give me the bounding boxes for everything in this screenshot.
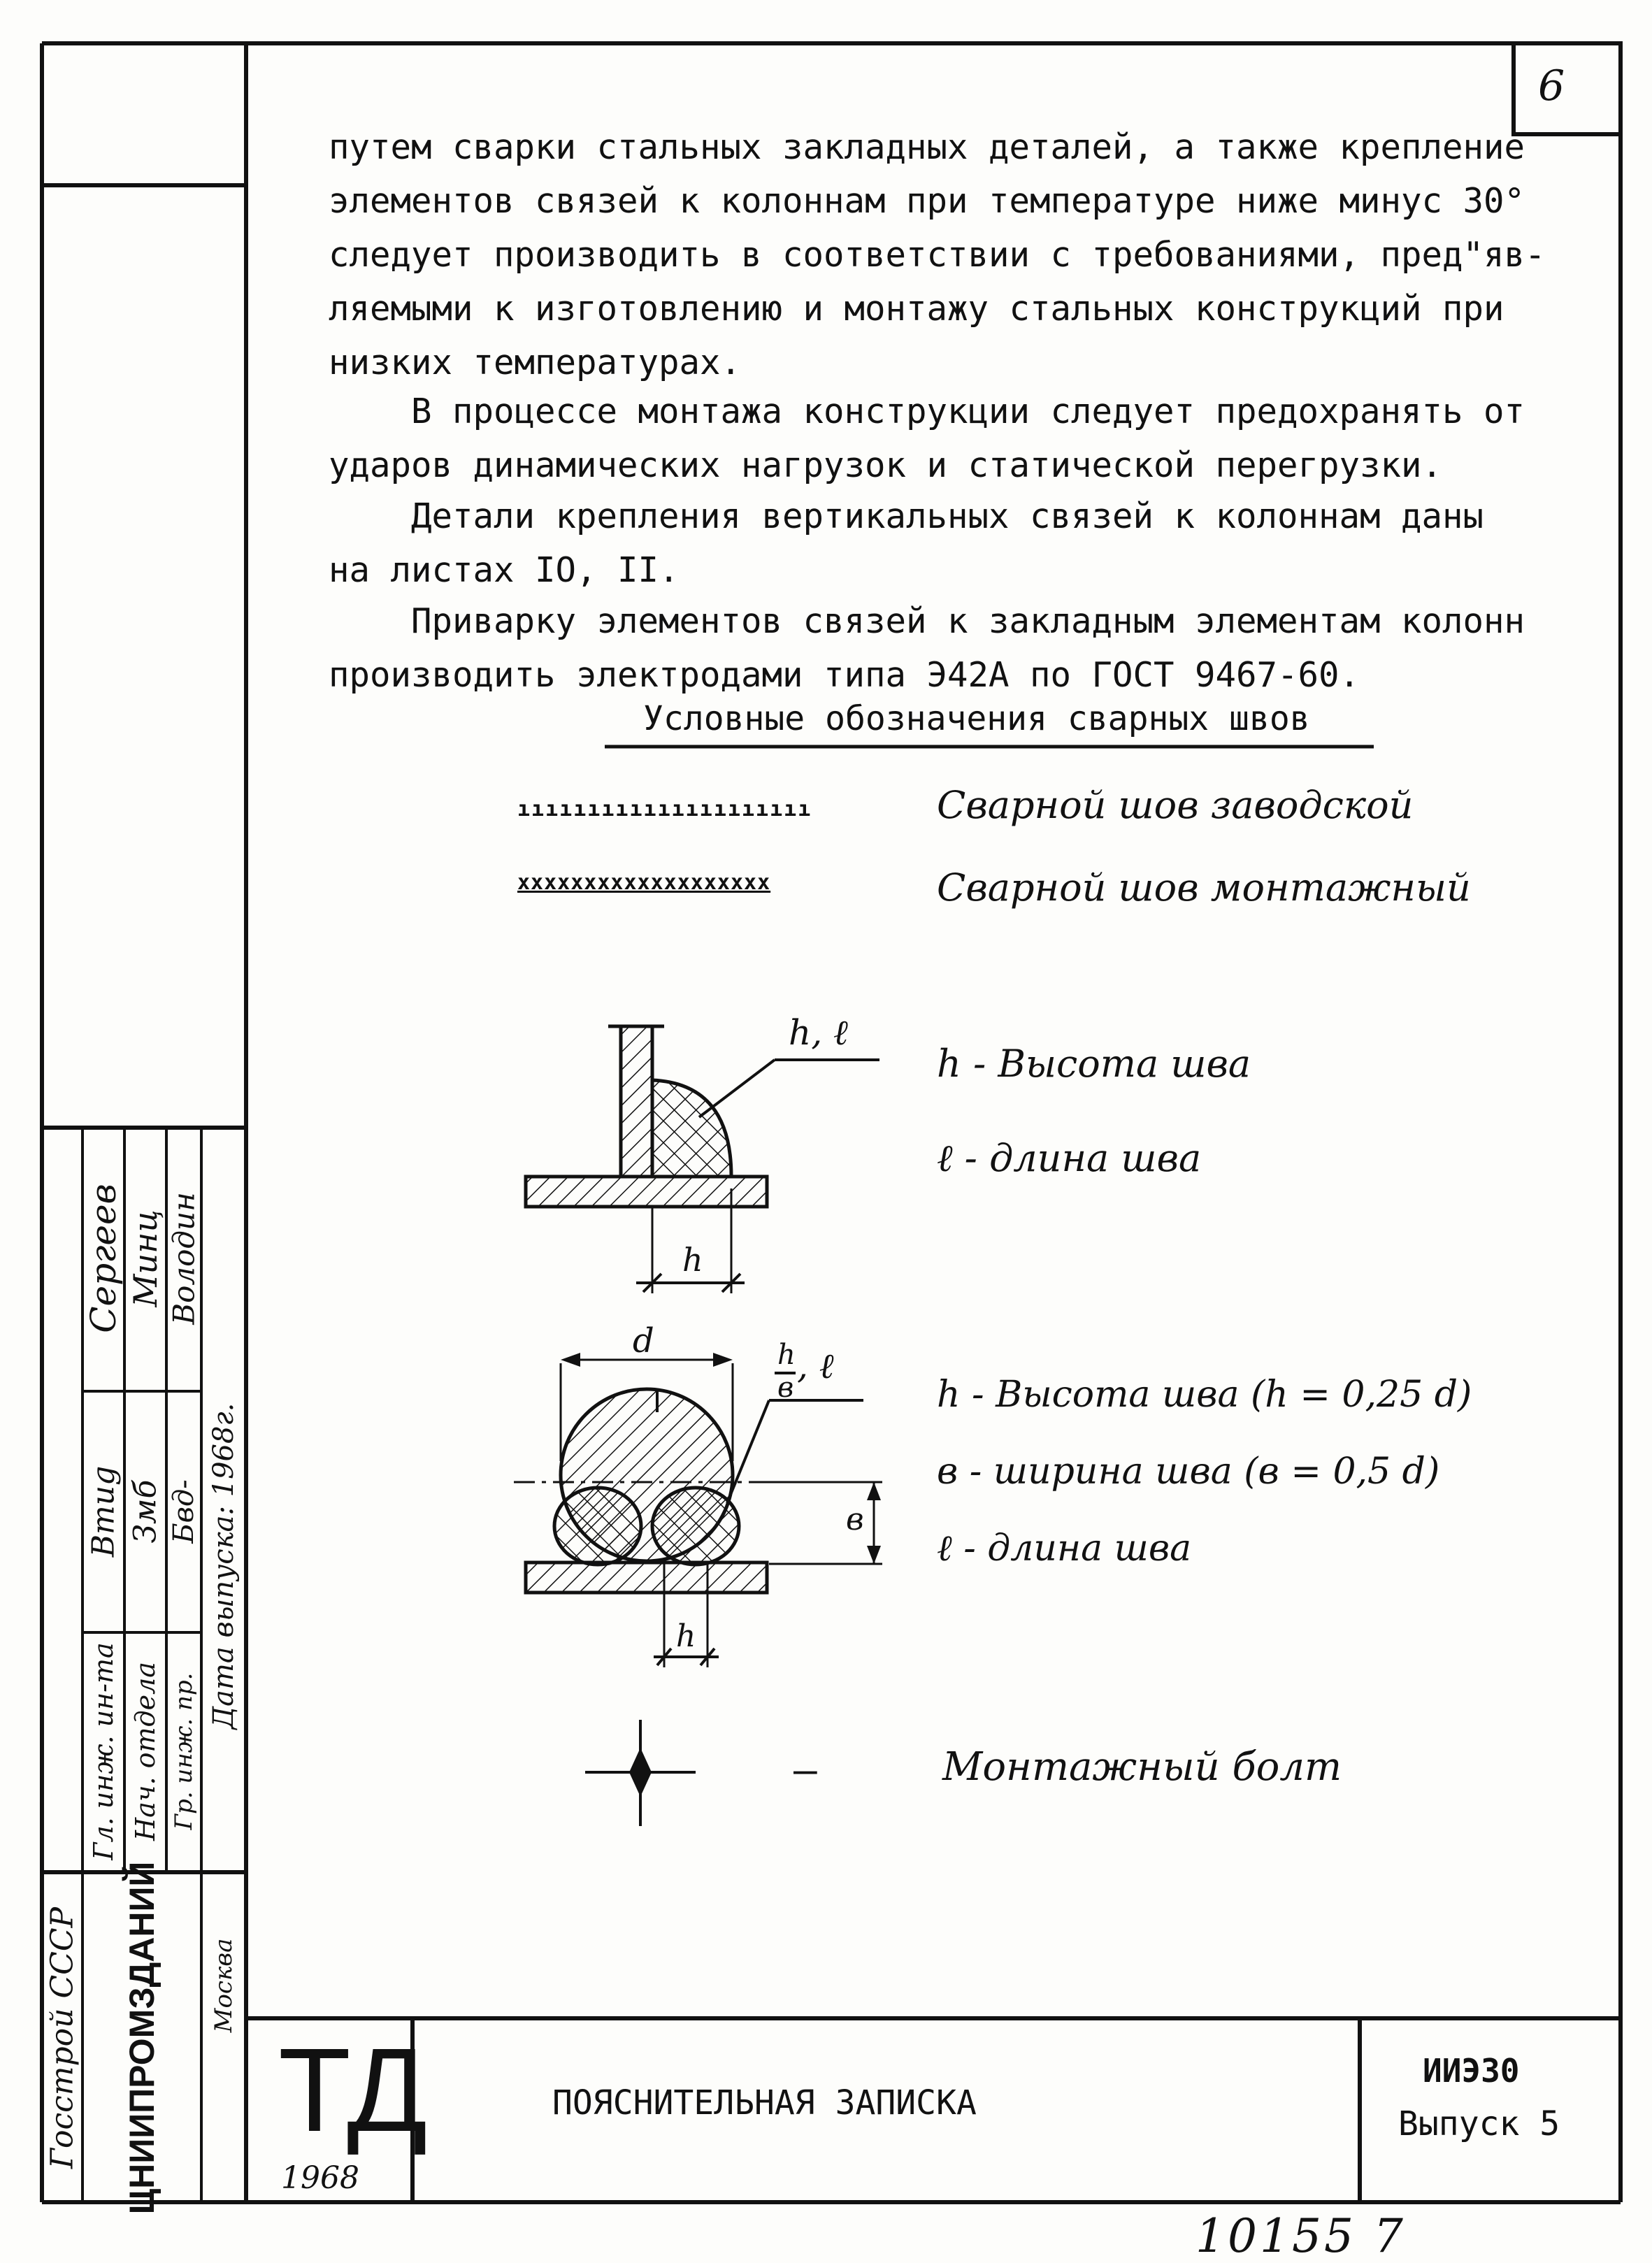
factory-weld-symbol: ııııııııııııııııııııı: [517, 797, 812, 821]
bolt-dash: —: [793, 1748, 817, 1793]
sidebar-city: Москва: [210, 1938, 238, 2033]
body-line: элементов связей к колоннам при температуре ниже минус 30°: [329, 181, 1525, 221]
sidebar-role: Нач. отдела: [130, 1662, 161, 1841]
bar-dim-d: d: [633, 1321, 654, 1360]
title-block-issue: Выпуск 5: [1398, 2104, 1560, 2143]
fillet-height-label: h - Высота шва: [937, 1042, 1251, 1086]
bar-width-label: в - ширина шва (в = 0,5 d): [937, 1451, 1440, 1493]
body-line: путем сварки стальных закладных деталей, а также крепление: [329, 127, 1525, 167]
bar-callout-denominator: в: [777, 1372, 794, 1404]
page-number: 6: [1538, 62, 1565, 110]
fillet-vertical-plate: [621, 1026, 652, 1177]
footer-number: 10155 7: [1195, 2209, 1406, 2263]
title-block-title: ПОЯСНИТЕЛЬНАЯ ЗАПИСКА: [552, 2083, 977, 2122]
site-weld-label: Сварной шов монтажный: [937, 865, 1471, 910]
bar-dim-b: в: [846, 1502, 864, 1537]
factory-weld-label: Сварной шов заводской: [937, 783, 1414, 827]
bar-base-plate: [526, 1562, 767, 1593]
body-line: Детали крепления вертикальных связей к колоннам даны: [411, 496, 1484, 536]
body-line: низких температурах.: [329, 343, 742, 382]
round-bar: [561, 1389, 733, 1561]
sidebar-role: Гр. инж. пр.: [170, 1672, 198, 1830]
body-line: В процессе монтажа конструкции следует предохранять от: [411, 391, 1525, 431]
body-line: следует производить в соответствии с требованиями, пред"яв-: [329, 235, 1546, 275]
title-block-series: ИИЭ30: [1423, 2052, 1520, 2090]
bolt-symbol: [585, 1720, 696, 1826]
sidebar-signature: Змб: [127, 1479, 164, 1544]
bolt-label: Монтажный болт: [942, 1744, 1342, 1790]
sidebar-org1: Госстрой СССР: [44, 1906, 80, 2169]
sidebar-release-date: Дата выпуска: 1968г.: [208, 1402, 240, 1730]
sidebar-signature: Bmug: [85, 1465, 122, 1558]
body-line: ударов динамических нагрузок и статической перегрузки.: [329, 445, 1443, 485]
bar-callout-numerator: h: [777, 1339, 796, 1371]
legend-title: Условные обозначения сварных швов: [643, 699, 1310, 738]
fillet-length-label: ℓ - длина шва: [937, 1136, 1202, 1180]
sidebar-name: Сергеев: [83, 1184, 124, 1333]
bar-dim-h: h: [676, 1618, 696, 1654]
sidebar-role: Гл. инж. ин-та: [88, 1642, 119, 1860]
bar-weld-diagram: [514, 1353, 882, 1667]
body-paragraph-1: [329, 120, 1573, 389]
body-line: ляемыми к изготовлению и монтажу стальных конструкций при: [329, 289, 1504, 329]
body-line: Приварку элементов связей к закладным элементам колонн: [411, 601, 1525, 641]
body-paragraph-2: [329, 385, 1573, 492]
body-line: на листах IO, II.: [329, 550, 680, 590]
fillet-weld-bead: [652, 1080, 731, 1177]
site-weld-symbol: xxxxxxxxxxxxxxxxxxx: [517, 870, 771, 895]
body-paragraph-3: [329, 489, 1573, 597]
sidebar-org2: ЦНИИПРОМЗДАНИЙ: [122, 1861, 161, 2215]
bar-height-label: h - Высота шва (h = 0,25 d): [937, 1374, 1472, 1416]
title-block-logo: ТД: [278, 2024, 428, 2157]
sidebar-name: Минц: [127, 1209, 164, 1307]
sidebar-signature: Бвд-: [168, 1479, 200, 1544]
title-block-year: 1968: [281, 2160, 359, 2196]
fillet-dim-h: h: [682, 1241, 703, 1279]
bar-length-label: ℓ - длина шва: [937, 1528, 1192, 1569]
sidebar-name: Володин: [166, 1192, 201, 1325]
body-line: производить электродами типа Э42А по ГОСТ 9467-60.: [329, 655, 1360, 695]
bar-callout-rest: , ℓ: [797, 1346, 834, 1386]
body-paragraph-4: [329, 594, 1573, 702]
fillet-callout: h, ℓ: [789, 1012, 848, 1053]
